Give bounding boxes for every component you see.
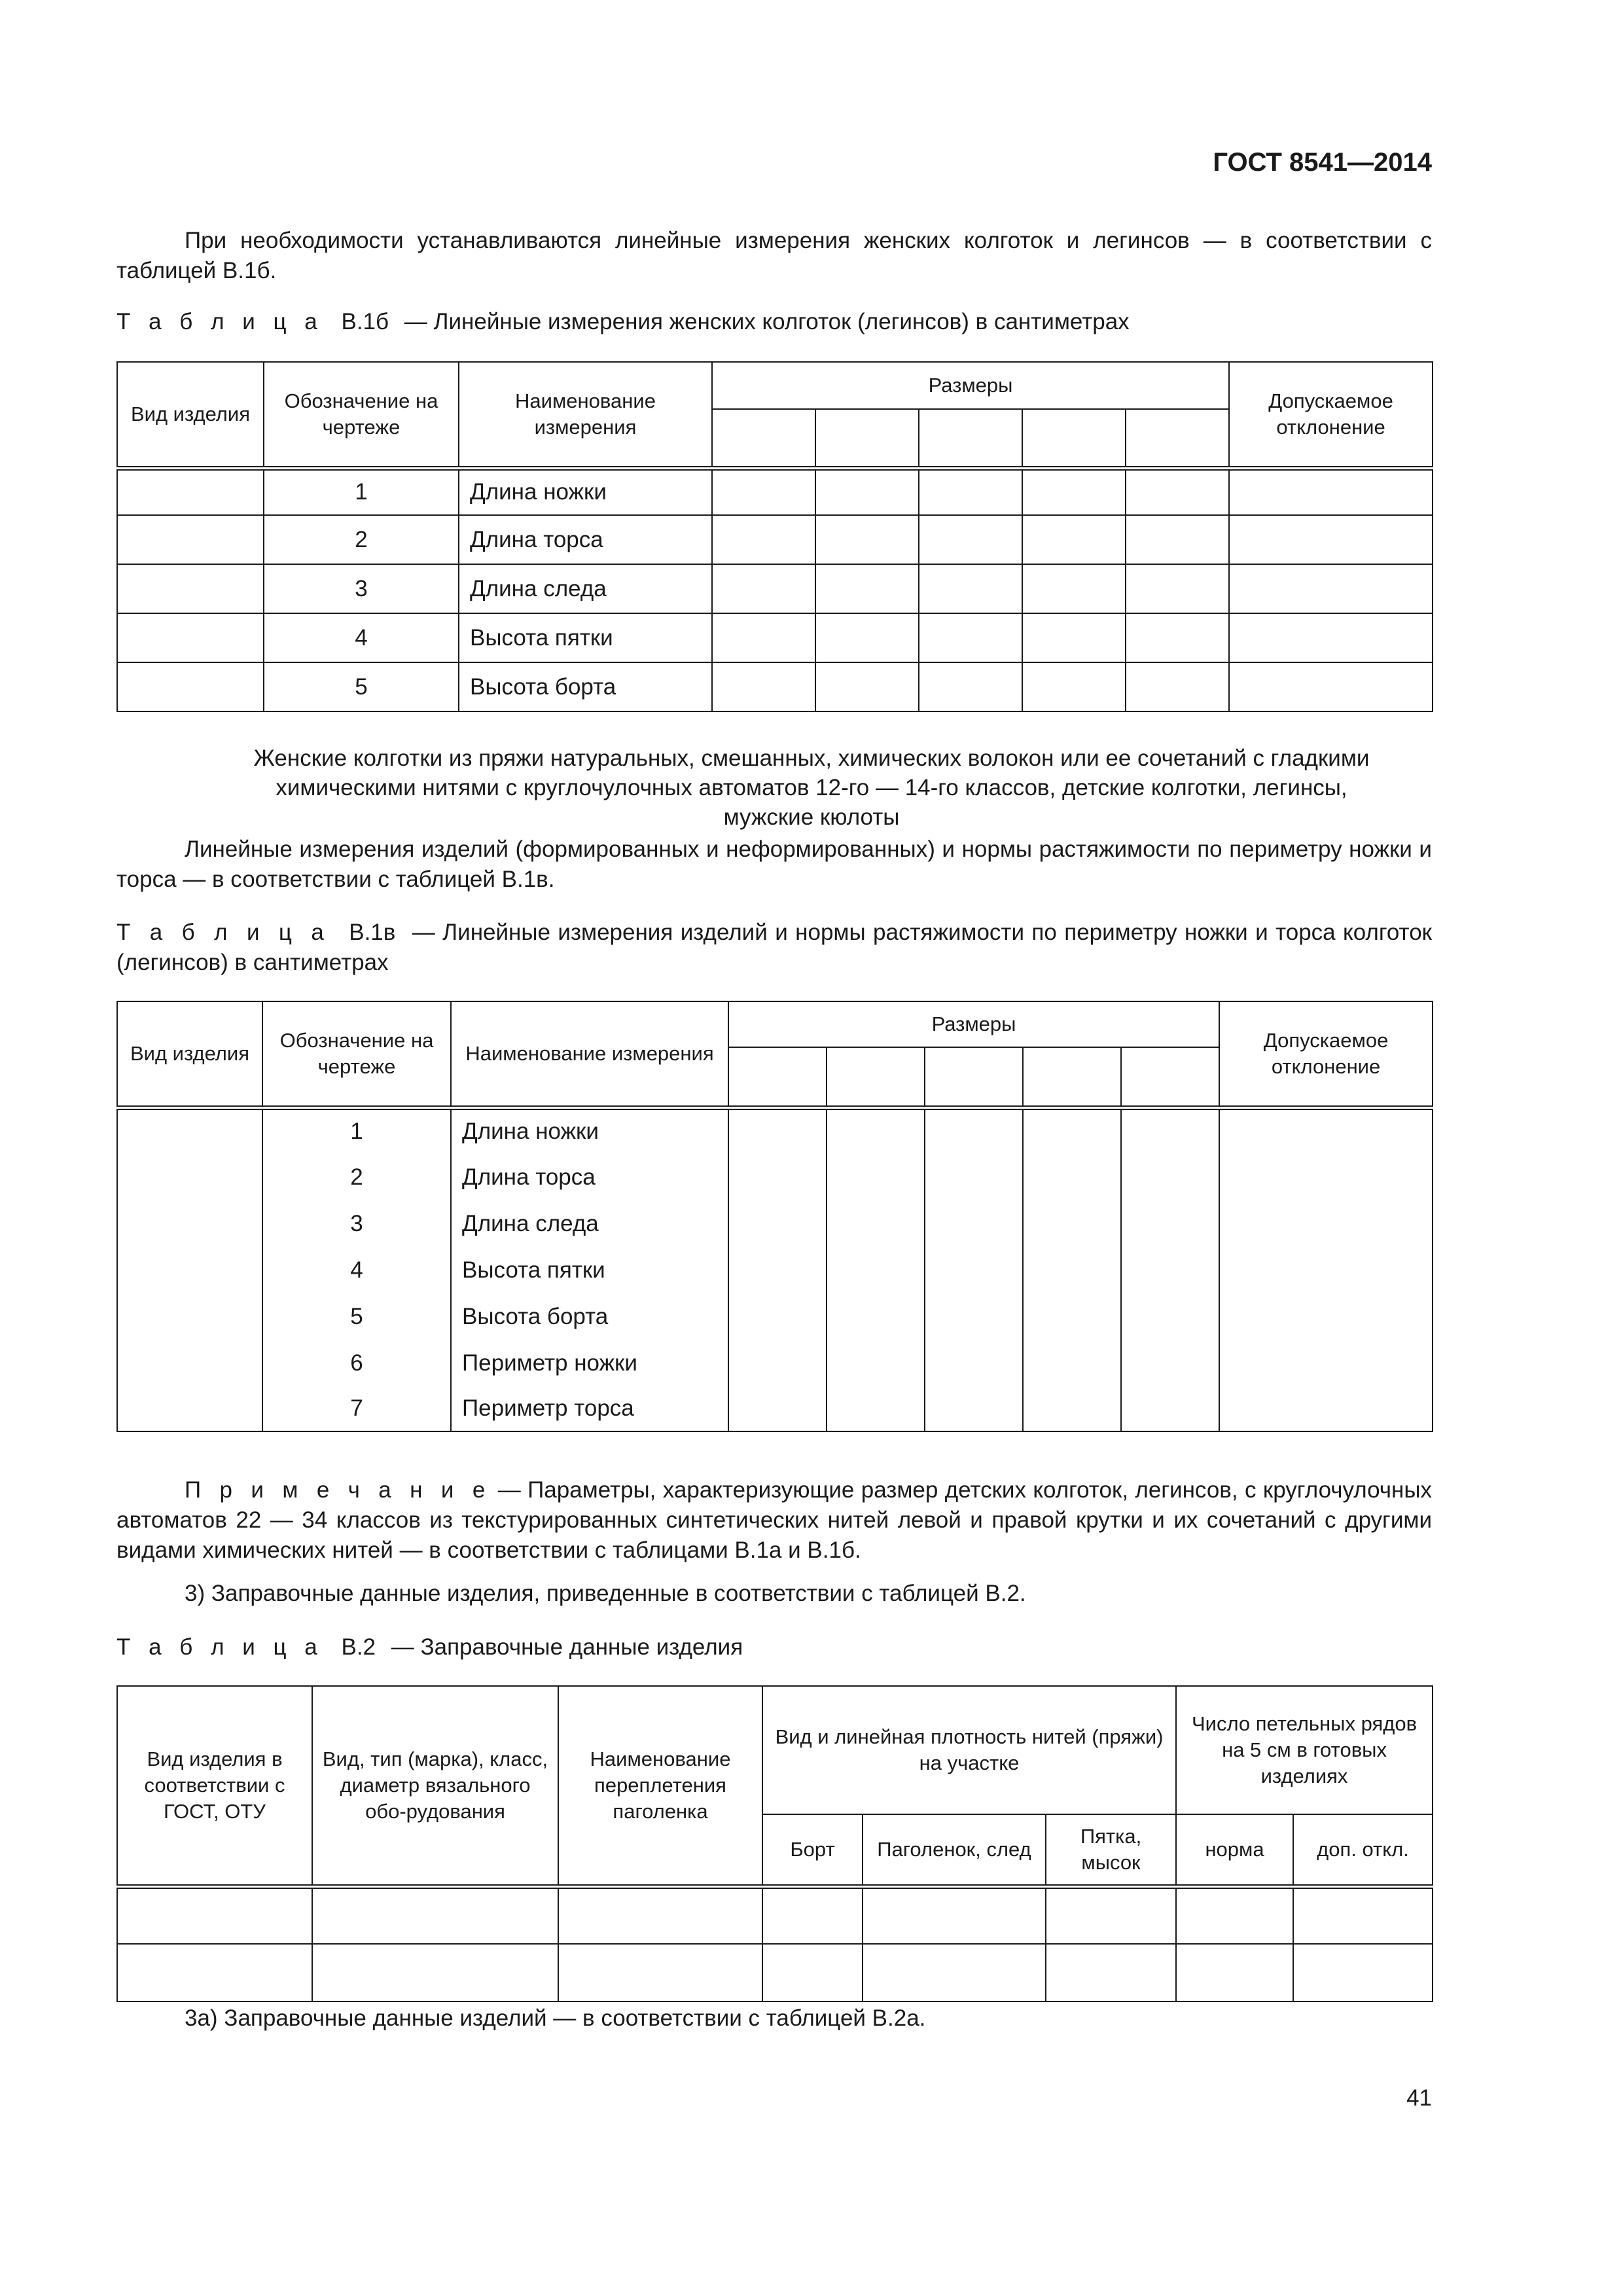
row-name: Длина следа (459, 564, 712, 613)
table-row (117, 1386, 1433, 1431)
section-subheading (116, 744, 1507, 832)
header-pagolenok: Паголенок, след (863, 1814, 1046, 1886)
row-number: 1 (262, 1107, 451, 1154)
row-name: Длина ножки (459, 468, 712, 515)
table-row (117, 662, 1433, 711)
table-row (117, 1247, 1433, 1293)
size-cell (1126, 409, 1229, 468)
table-b2 (116, 1685, 1433, 2002)
table-caption-text: — Заправочные данные изделия (391, 1634, 743, 1660)
size-cell (827, 1047, 925, 1107)
header-razmery: Размеры (728, 1001, 1219, 1047)
row-name: Длина торса (459, 515, 712, 564)
size-cell (919, 409, 1022, 468)
header-naim: Наименование измерения (451, 1001, 728, 1107)
document-code: ГОСТ 8541—2014 (1213, 148, 1432, 177)
table-b1b-caption (116, 307, 1130, 337)
row-number: 6 (262, 1340, 451, 1386)
note-label: П р и м е ч а н и е (185, 1477, 491, 1503)
row-number: 5 (262, 1293, 451, 1340)
size-cell (815, 409, 919, 468)
table-label: Т а б л и ц а (116, 1634, 323, 1660)
table-row (117, 613, 1433, 662)
row-number: 2 (262, 1154, 451, 1200)
row-name: Периметр ножки (451, 1340, 728, 1386)
note-text: — Параметры, характеризующие размер детских колготок, легинсов, с круглочулочных автоматов 22 — 34 классов из текстурированных синтетических нитей левой и правой крутки и их сочетаний с другими видами химических нитей — в соответствии с таблицами В.1а и В.1б. (116, 1477, 1432, 1563)
subheading-line: химическими нитями с круглочулочных автоматов 12-го — 14-го классов, детские колготки, легинсы, (276, 775, 1347, 800)
header-pyatka: Пятка, мысок (1046, 1814, 1176, 1886)
table-b1b (116, 361, 1433, 712)
table-row (117, 1944, 1433, 2001)
table-b1v (116, 1001, 1433, 1432)
table-row (117, 1200, 1433, 1247)
table-b1v-caption (116, 918, 1432, 978)
table-row (117, 564, 1433, 613)
size-cell (712, 409, 815, 468)
row-number: 3 (264, 564, 459, 613)
row-number: 3 (262, 1200, 451, 1247)
table-row (117, 1293, 1433, 1340)
header-yarn-density: Вид и линейная плотность нитей (пряжи) на участке (762, 1686, 1176, 1814)
row-name: Высота пятки (459, 613, 712, 662)
header-oboz: Обозначение на чертеже (262, 1001, 451, 1107)
table-caption-text: — Линейные измерения изделий и нормы растяжимости по периметру ножки и торса колготок (легинсов) в сантиметрах (116, 920, 1432, 975)
header-dop: Допускаемое отклонение (1219, 1001, 1433, 1107)
header-dop: Допускаемое отклонение (1229, 362, 1433, 468)
header-razmery: Размеры (712, 362, 1229, 409)
paragraph-measurements: Линейные измерения изделий (формированных и неформированных) и нормы растяжимости по периметру ножки и торса — в соответствии с таблицей В.1в. (116, 836, 1432, 892)
row-number: 2 (264, 515, 459, 564)
header-equipment: Вид, тип (марка), класс, диаметр вязального обо-рудования (312, 1686, 558, 1886)
row-name: Высота пятки (451, 1247, 728, 1293)
row-number: 7 (262, 1386, 451, 1431)
size-cell (1023, 1047, 1121, 1107)
subheading-line: Женские колготки из пряжи натуральных, смешанных, химических волокон или ее сочетаний с гладкими (253, 745, 1370, 771)
paragraph-3: 3) Заправочные данные изделия, приведенные в соответствии с таблицей В.2. (185, 1581, 1026, 1606)
table-row (117, 1154, 1433, 1200)
size-cell (1022, 409, 1126, 468)
header-naim: Наименование измерения (459, 362, 712, 468)
header-dop-otkl: доп. откл. (1293, 1814, 1433, 1886)
table-label: Т а б л и ц а (116, 920, 330, 945)
size-cell (925, 1047, 1023, 1107)
table-row (117, 468, 1433, 515)
header-weave: Наименование переплетения паголенка (558, 1686, 762, 1886)
row-number: 4 (264, 613, 459, 662)
header-vid: Вид изделия (117, 1001, 262, 1107)
table-b2-caption (116, 1632, 743, 1662)
table-label: Т а б л и ц а (116, 309, 323, 334)
row-name: Периметр торса (451, 1386, 728, 1431)
note-paragraph (116, 1475, 1432, 1566)
row-number: 5 (264, 662, 459, 711)
row-name: Длина ножки (451, 1107, 728, 1154)
subheading-line: мужские кюлоты (723, 804, 900, 830)
header-bort: Борт (762, 1814, 863, 1886)
paragraph-3a: 3а) Заправочные данные изделий — в соответствии с таблицей В.2а. (185, 2005, 926, 2031)
row-name: Высота борта (451, 1293, 728, 1340)
intro-paragraph: При необходимости устанавливаются линейные измерения женских колготок и легинсов — в соответствии с таблицей В.1б. (116, 228, 1432, 283)
table-number: В.1б (341, 309, 389, 334)
header-oboz: Обозначение на чертеже (264, 362, 459, 468)
row-name: Длина торса (451, 1154, 728, 1200)
table-number: В.1в (349, 920, 396, 945)
header-vid: Вид изделия (117, 362, 264, 468)
size-cell (1121, 1047, 1219, 1107)
table-row (117, 1340, 1433, 1386)
header-norma: норма (1176, 1814, 1293, 1886)
header-vid-izdeliya: Вид изделия в соответствии с ГОСТ, ОТУ (117, 1686, 312, 1886)
row-number: 1 (264, 468, 459, 515)
table-number: В.2 (341, 1634, 376, 1660)
row-number: 4 (262, 1247, 451, 1293)
size-cell (728, 1047, 827, 1107)
table-row (117, 1107, 1433, 1154)
row-name: Длина следа (451, 1200, 728, 1247)
table-row (117, 515, 1433, 564)
row-name: Высота борта (459, 662, 712, 711)
table-row (117, 1886, 1433, 1944)
table-caption-text: — Линейные измерения женских колготок (легинсов) в сантиметрах (404, 309, 1130, 334)
header-loop-rows: Число петельных рядов на 5 см в готовых изделиях (1176, 1686, 1433, 1814)
page-number: 41 (1406, 2085, 1432, 2111)
